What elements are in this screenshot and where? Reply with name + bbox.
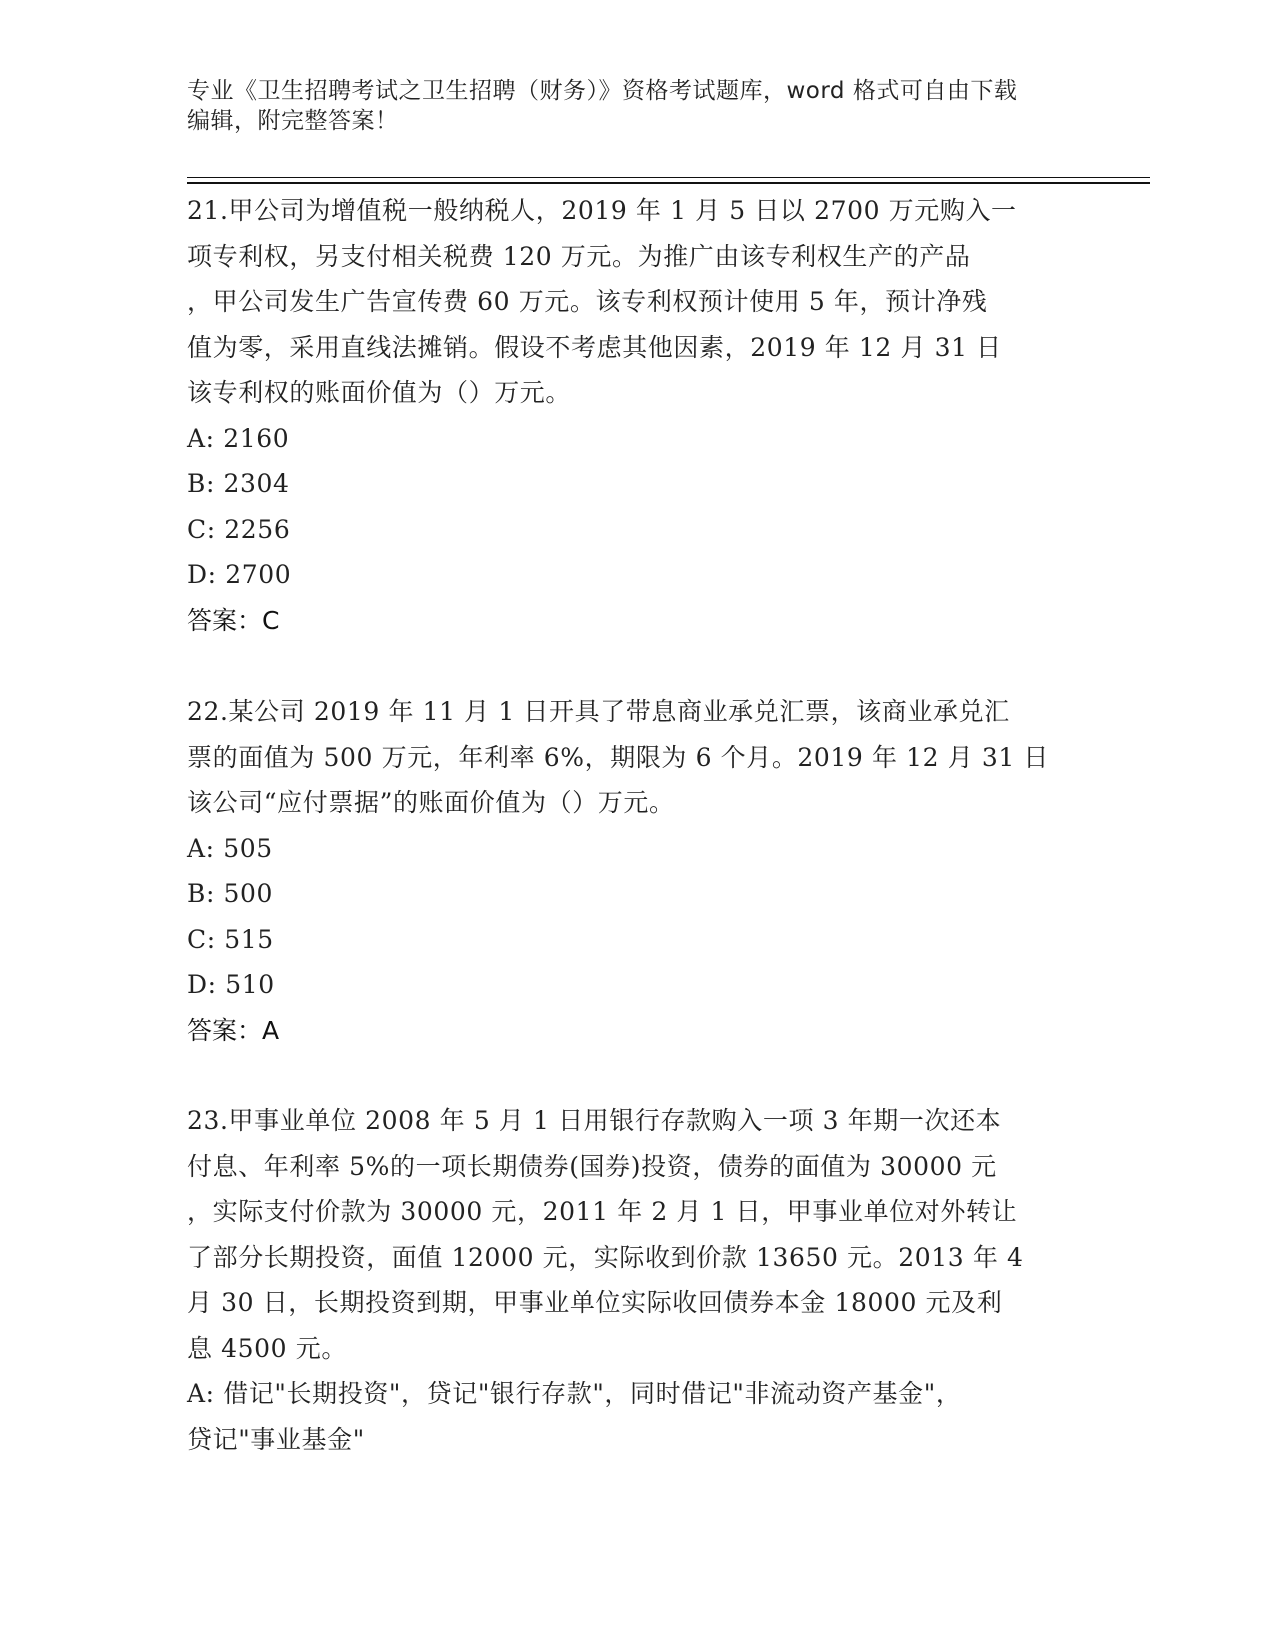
option-c: C: 515 bbox=[187, 924, 274, 954]
question-line: 21.甲公司为增值税一般纳税人，2019 年 1 月 5 日以 2700 万元购入一 bbox=[187, 196, 1017, 225]
question-line: 月 30 日，长期投资到期，甲事业单位实际收回债券本金 18000 元及利 bbox=[187, 1288, 1003, 1317]
question-21 bbox=[187, 188, 1067, 643]
question-line: ，实际支付价款为 30000 元，2011 年 2 月 1 日，甲事业单位对外转让 bbox=[187, 1197, 1018, 1226]
question-23 bbox=[187, 1098, 1067, 1462]
question-line: 该公司“应付票据”的账面价值为（）万元。 bbox=[187, 788, 675, 817]
question-line: ，甲公司发生广告宣传费 60 万元。该专利权预计使用 5 年，预计净残 bbox=[187, 287, 988, 316]
question-line: 22.某公司 2019 年 11 月 1 日开具了带息商业承兑汇票，该商业承兑汇 bbox=[187, 697, 1010, 726]
option-d: D: 2700 bbox=[187, 560, 292, 589]
question-line: 了部分长期投资，面值 12000 元，实际收到价款 13650 元。2013 年 4 bbox=[187, 1242, 1024, 1272]
question-line: 23.甲事业单位 2008 年 5 月 1 日用银行存款购入一项 3 年期一次还本 bbox=[187, 1106, 1002, 1135]
header-line-1: 专业《卫生招聘考试之卫生招聘（财务）》资格考试题库，word 格式可自由下载 bbox=[187, 78, 1018, 104]
question-line: 付息、年利率 5%的一项长期债券(国券)投资，债券的面值为 30000 元 bbox=[187, 1151, 997, 1181]
document-header bbox=[187, 76, 1067, 136]
question-line: 息 4500 元。 bbox=[187, 1333, 347, 1363]
question-22 bbox=[187, 689, 1067, 1053]
option-a: A: 借记"长期投资"，贷记"银行存款"，同时借记"非流动资产基金"， bbox=[187, 1379, 962, 1408]
header-divider-thin bbox=[187, 177, 1150, 178]
question-line: 项专利权，另支付相关税费 120 万元。为推广由该专利权生产的产品 bbox=[187, 241, 971, 271]
question-line: 该专利权的账面价值为（）万元。 bbox=[187, 378, 572, 407]
option-c: C: 2256 bbox=[187, 514, 291, 544]
option-b: B: 2304 bbox=[187, 469, 290, 498]
option-d: D: 510 bbox=[187, 970, 275, 999]
header-divider-thick bbox=[187, 182, 1150, 184]
option-a: A: 505 bbox=[187, 833, 273, 863]
option-b: B: 500 bbox=[187, 879, 274, 908]
header-line-2: 编辑，附完整答案！ bbox=[187, 108, 399, 134]
question-line: 值为零，采用直线法摊销。假设不考虑其他因素，2019 年 12 月 31 日 bbox=[187, 332, 1002, 362]
option-a: A: 2160 bbox=[187, 423, 290, 453]
answer-label: 答案：C bbox=[187, 605, 280, 635]
answer-label: 答案：A bbox=[187, 1015, 280, 1045]
option-a-continued: 贷记"事业基金" bbox=[187, 1424, 365, 1454]
question-line: 票的面值为 500 万元，年利率 6%，期限为 6 个月。2019 年 12 月 31 日 bbox=[187, 742, 1049, 772]
